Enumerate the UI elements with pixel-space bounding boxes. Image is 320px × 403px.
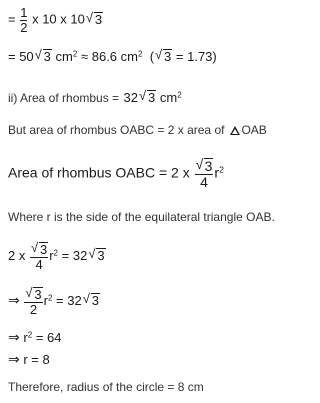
coefficient: 32 xyxy=(123,90,138,105)
area-value: = 50 xyxy=(8,49,34,64)
variable-r: r xyxy=(23,330,28,345)
equation-line-11 xyxy=(8,381,204,393)
implies-icon: ⇒ xyxy=(8,329,20,345)
exponent: 2 xyxy=(27,330,33,340)
radicand: 3 xyxy=(147,90,156,105)
statement-text: Area of rhombus OABC = 2 x xyxy=(8,164,190,181)
rhs-text: = 32 xyxy=(56,293,82,309)
exponent: 2 xyxy=(219,164,224,175)
fraction-root3-over-4 xyxy=(195,158,214,189)
sqrt-symbol xyxy=(83,293,100,308)
equation-line-1 xyxy=(8,6,103,34)
triangle-label: OAB xyxy=(241,123,267,137)
sqrt-approx: = 1.73) xyxy=(175,49,217,64)
paren-open: ( xyxy=(149,49,155,64)
exponent: 2 xyxy=(47,293,53,303)
variable-r: r xyxy=(214,164,220,181)
radicand: 3 xyxy=(164,49,172,64)
implies-icon: ⇒ xyxy=(8,292,20,309)
exponent: 2 xyxy=(53,248,59,258)
fraction-denominator: 2 xyxy=(20,19,28,35)
equation-line-8 xyxy=(8,287,100,316)
sqrt-symbol xyxy=(86,12,103,27)
fraction-denominator: 4 xyxy=(195,174,214,190)
statement-text: But area of rhombus OABC = 2 x area of xyxy=(8,123,225,137)
radicand: 3 xyxy=(94,11,103,27)
fraction-root3-over-4 xyxy=(30,242,48,271)
fraction-numerator xyxy=(30,242,48,257)
conclusion-text: Therefore, radius of the circle = 8 cm xyxy=(8,380,204,394)
sqrt-symbol xyxy=(25,287,42,302)
statement-text: Where r is the side of the equilateral triangle OAB. xyxy=(8,210,275,224)
fraction-numerator xyxy=(24,287,42,302)
equation-line-3 xyxy=(8,90,182,106)
implies-icon: ⇒ xyxy=(8,351,20,367)
radicand: 3 xyxy=(34,287,42,302)
sqrt-symbol xyxy=(35,49,52,64)
equation-line-5 xyxy=(8,158,224,189)
equation-line-7 xyxy=(8,242,106,271)
radicand: 3 xyxy=(97,248,105,264)
fraction-numerator xyxy=(195,158,214,174)
sqrt-symbol xyxy=(155,49,172,64)
approx-value: ≈ 86.6 cm xyxy=(80,49,138,64)
rhs-text: = 64 xyxy=(35,330,62,345)
unit-text: cm xyxy=(55,49,73,64)
area-value xyxy=(124,90,182,105)
radicand: 3 xyxy=(43,49,51,64)
unit-text: cm xyxy=(159,90,178,105)
equation-line-2 xyxy=(8,49,217,64)
triangle-icon xyxy=(230,126,240,135)
unit-exponent: 2 xyxy=(177,90,182,100)
fraction-half xyxy=(20,6,27,34)
coefficient-text: 2 x xyxy=(8,248,26,264)
radicand: 3 xyxy=(204,158,213,174)
equals-sign: = xyxy=(8,11,16,27)
radicand: 3 xyxy=(39,242,48,257)
product-text: x 10 x 10 xyxy=(32,11,85,27)
equation-line-6 xyxy=(8,211,275,223)
equation-line-9 xyxy=(8,330,61,344)
fraction-root3-over-2 xyxy=(24,287,42,316)
radicand: 3 xyxy=(91,293,99,309)
sqrt-symbol xyxy=(139,90,156,105)
unit-exponent: 2 xyxy=(72,49,78,59)
fraction-numerator: 1 xyxy=(20,5,28,20)
result-text: r = 8 xyxy=(23,352,50,367)
rhs-text: = 32 xyxy=(61,248,88,264)
sqrt-symbol xyxy=(196,158,214,174)
variable-r: r xyxy=(43,293,48,309)
unit-exponent: 2 xyxy=(137,49,143,59)
sqrt-symbol xyxy=(31,242,48,257)
sqrt-symbol xyxy=(88,248,105,263)
rhombus-area-label: ii) Area of rhombus = xyxy=(8,91,120,105)
equation-line-4 xyxy=(8,124,267,136)
fraction-denominator: 2 xyxy=(24,302,42,317)
equation-line-10 xyxy=(8,352,50,366)
fraction-denominator: 4 xyxy=(30,257,48,272)
variable-r: r xyxy=(49,248,54,264)
